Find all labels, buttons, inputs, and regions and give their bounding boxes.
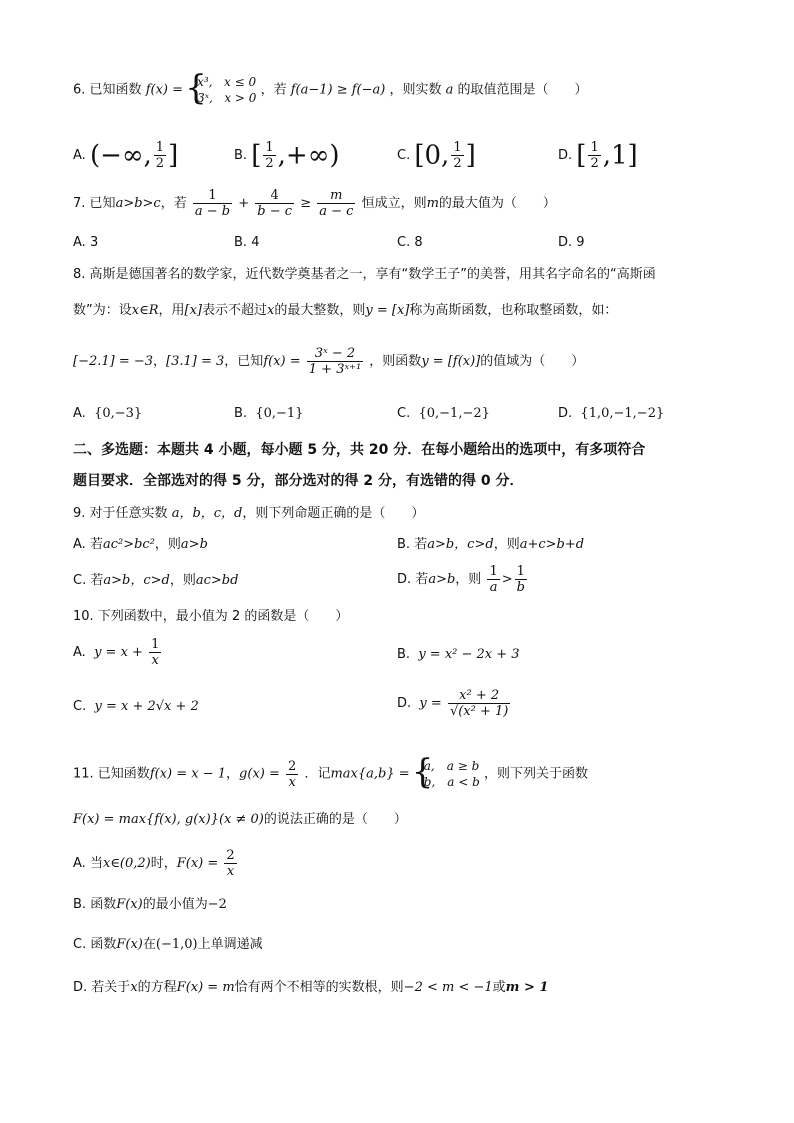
q7-option-b: B. 4 xyxy=(234,235,260,250)
q9-option-b: B. 若a>b，c>d，则a+c>b+d xyxy=(397,537,585,552)
q10-stem: 10. 下列函数中，最小值为 2 的函数是（ ） xyxy=(73,609,349,624)
q8-option-d: D. {1,0,−1,−2} xyxy=(558,406,665,421)
q11-stem: 11. 已知函数f(x) = x − 1，g(x) = $\frac{2}{x}$ ．记max{a,b} = { a, a ≥ b b, a < b ，则下列关于函数 xyxy=(73,758,588,790)
q8-option-a: A. {0,−3} xyxy=(73,406,143,421)
q6-option-c: C. [0, $\frac{1}{2}$ ] xyxy=(397,140,476,171)
q8-line3: [−2.1] = −3，[3.1] = 3，已知f(x) = $\frac{\text{3ˣ − 2}}{\text{1 + 3ˣ⁺¹}}$ ，则函数y = [f(x)]的值域为（ ） xyxy=(73,346,585,377)
q11-option-a: A. 当x∈(0,2)时，F(x) = $\frac{2}{x}$ xyxy=(73,848,235,879)
q8-line1: 8. 高斯是德国著名的数学家，近代数学奠基者之一，享有“数学王子”的美誉，用其名字命名的“高斯函 xyxy=(73,267,656,282)
q9-option-d: D. 若a>b，则 $\frac{1}{a}$ > $\frac{1}{b}$ xyxy=(397,564,525,595)
q10-option-a: A. y = x + $\frac{1}{x}$ xyxy=(73,637,160,668)
q11-option-d: D. 若关于x的方程F(x) = m恰有两个不相等的实数根，则−2 < m < −1或m > 1 xyxy=(73,980,549,995)
q10-option-c: C. y = x + 2√x + 2 xyxy=(73,699,199,714)
q9-option-c: C. 若a>b，c>d，则ac>bd xyxy=(73,573,239,588)
q10-option-b: B. y = x² − 2x + 3 xyxy=(397,647,520,662)
q11-option-b: B. 函数F(x)的最小值为−2 xyxy=(73,897,227,912)
q8-option-b: B. {0,−1} xyxy=(234,406,304,421)
q11-max-piecewise: { a, a ≥ b b, a < b xyxy=(414,758,480,790)
q7-option-c: C. 8 xyxy=(397,235,423,250)
q11-line2: F(x) = max{f(x), g(x)}(x ≠ 0)的说法正确的是（ ） xyxy=(73,812,407,827)
q6-stem: 6. 已知函数 f(x) = { x³, x ≤ 0 3ˣ, x > 0 ，若 f(a−1) ≥ f(−a) ，则实数 a 的取值范围是（ ） xyxy=(73,74,588,106)
q6-option-a: A. (−∞, $\frac{1}{2}$ ] xyxy=(73,140,179,171)
q7-option-a: A. 3 xyxy=(73,235,99,250)
q7-option-d: D. 9 xyxy=(558,235,585,250)
q8-option-c: C. {0,−1,−2} xyxy=(397,406,490,421)
q9-stem: 9. 对于任意实数 a，b，c，d，则下列命题正确的是（ ） xyxy=(73,506,425,521)
q7-stem: 7. 已知a>b>c，若 $\frac{1}{a - b}$ + $\frac{4}{b - c}$ ≥ $\frac{m}{a - c}$ 恒成立，则m的最大值为（ ） xyxy=(73,188,556,219)
q6-option-b: B. [ $\frac{1}{2}$ ,+∞) xyxy=(234,140,340,171)
q9-option-a: A. 若ac²>bc²，则a>b xyxy=(73,537,208,552)
q10-option-d: D. y = $\frac{\text{x² + 2}}{\text{√(x² + 1)}}$ xyxy=(397,688,509,719)
q8-line2: 数”为：设x∈R，用[x]表示不超过x的最大整数，则y = [x]称为高斯函数，也称取整函数，如： xyxy=(73,303,618,318)
section2-heading-line2: 题目要求．全部选对的得 5 分，部分选对的得 2 分，有选错的得 0 分． xyxy=(73,473,524,489)
q6-piecewise: { x³, x ≤ 0 3ˣ, x > 0 xyxy=(187,74,256,106)
q6-option-d: D. [ $\frac{1}{2}$ ,1] xyxy=(558,140,638,171)
section2-heading-line1: 二、多选题：本题共 4 小题，每小题 5 分，共 20 分．在每小题给出的选项中，有多项符合 xyxy=(73,442,646,458)
q11-option-c: C. 函数F(x)在(−1,0)上单调递减 xyxy=(73,937,263,952)
